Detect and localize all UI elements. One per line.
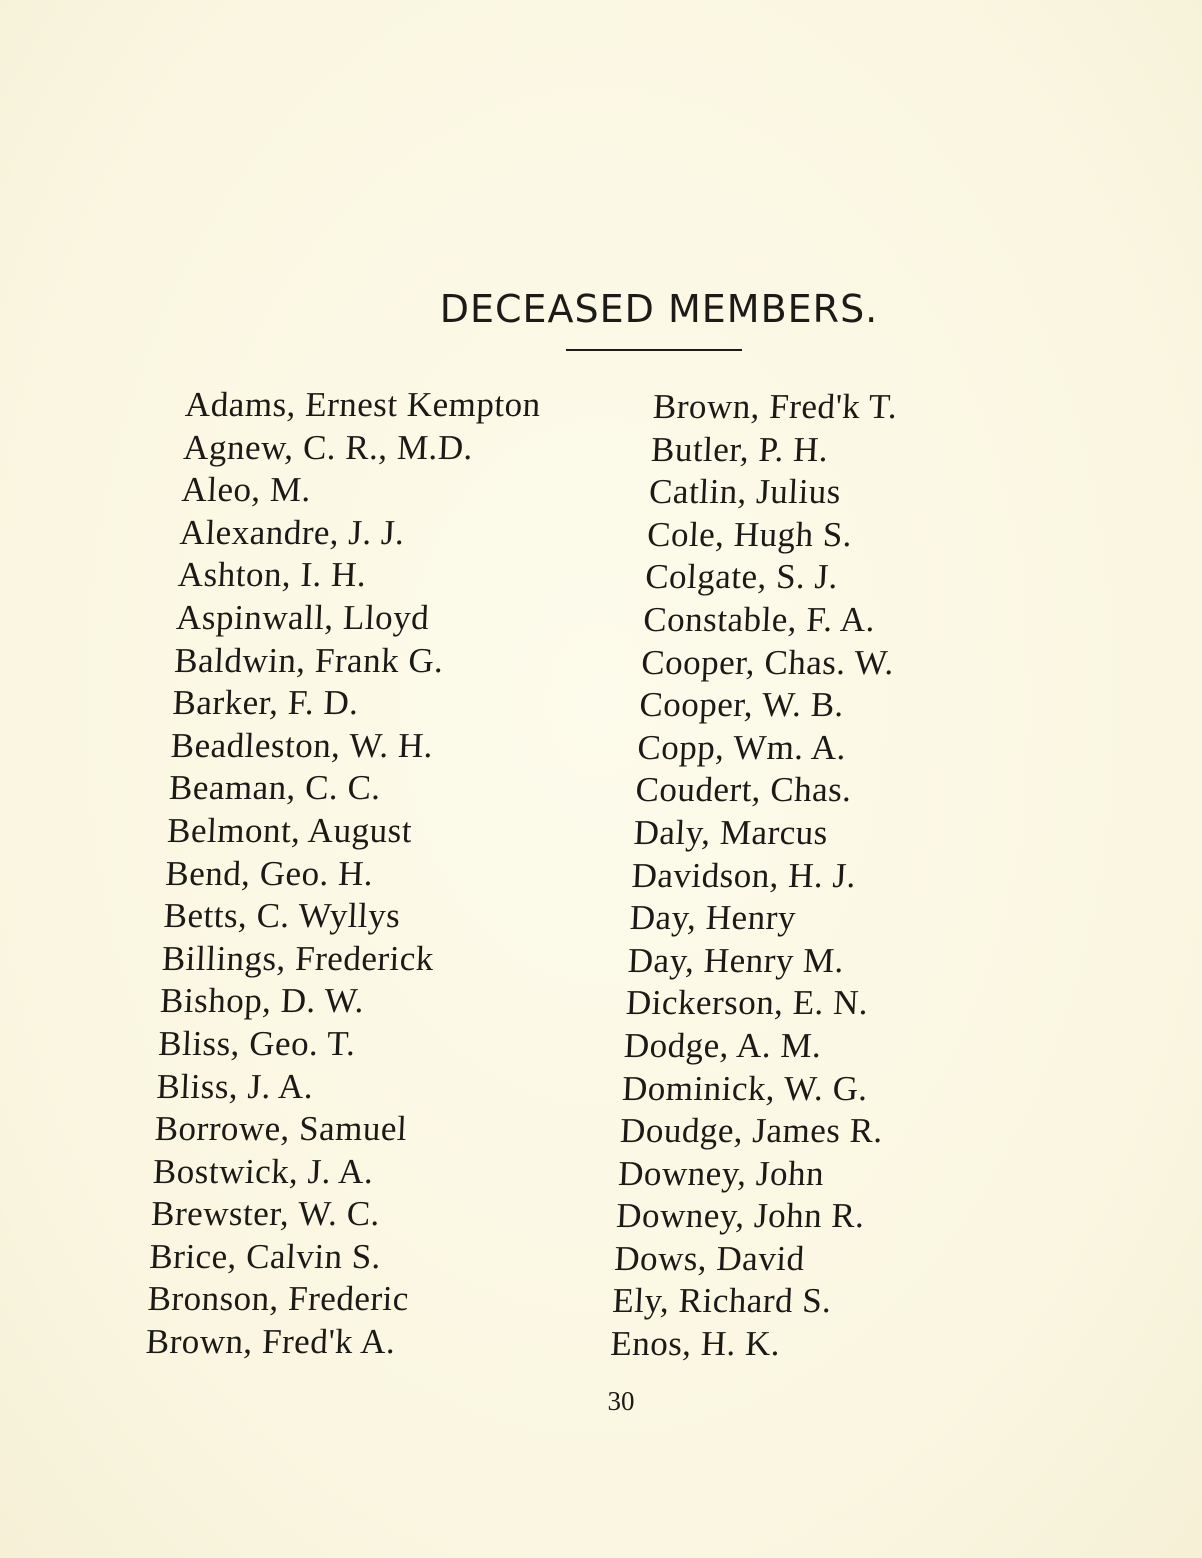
member-name: Bronson, Frederic: [146, 1279, 410, 1319]
member-name: Adams, Ernest Kempton: [184, 385, 542, 424]
member-name: Coudert, Chas.: [634, 770, 853, 810]
member-name: Bliss, J. A.: [155, 1066, 315, 1106]
member-name: Bliss, Geo. T.: [157, 1023, 357, 1063]
member-name: Dickerson, E. N.: [625, 983, 870, 1023]
member-name: Downey, John: [617, 1153, 826, 1193]
member-name: Aleo, M.: [180, 470, 312, 510]
page-number: 30: [607, 1386, 635, 1416]
member-name: Beadleston, W. H.: [170, 725, 434, 765]
member-name: Doudge, James R.: [619, 1111, 884, 1151]
member-name: Cooper, Chas. W.: [640, 642, 895, 682]
member-list-left: [145, 384, 542, 1364]
title-rule: [566, 349, 742, 351]
member-name: Enos, H. K.: [609, 1324, 782, 1364]
member-name: Barker, F. D.: [171, 683, 360, 723]
member-name: Dodge, A. M.: [623, 1025, 823, 1065]
member-name: Billings, Frederick: [161, 938, 435, 978]
member-name: Alexandre, J. J.: [178, 512, 406, 552]
member-name: Brice, Calvin S.: [148, 1236, 382, 1276]
member-name: Dominick, W. G.: [621, 1068, 869, 1108]
member-name: Ashton, I. H.: [177, 555, 368, 595]
member-name: Agnew, C. R., M.D.: [182, 427, 474, 467]
member-name: Constable, F. A.: [642, 599, 877, 639]
member-name: Baldwin, Frank G.: [173, 640, 445, 680]
member-name: Bishop, D. W.: [159, 981, 365, 1021]
member-name: Day, Henry M.: [627, 940, 845, 980]
member-name: Butler, P. H.: [650, 429, 830, 469]
member-name: Catlin, Julius: [648, 472, 842, 512]
member-list-right: [610, 386, 917, 1366]
member-name: Bostwick, J. A.: [152, 1151, 375, 1191]
member-name: Daly, Marcus: [632, 812, 829, 852]
member-name: Brewster, W. C.: [150, 1194, 381, 1234]
member-name: Belmont, August: [166, 810, 413, 850]
member-name: Ely, Richard S.: [611, 1281, 833, 1321]
member-name: Bend, Geo. H.: [164, 853, 375, 893]
member-name: Brown, Fred'k T.: [652, 387, 899, 426]
member-name: Brown, Fred'k A.: [145, 1322, 397, 1362]
member-name: Borrowe, Samuel: [153, 1109, 409, 1149]
member-name: Cooper, W. B.: [638, 685, 845, 725]
member-name: Cole, Hugh S.: [646, 514, 854, 554]
member-name: Beaman, C. C.: [168, 768, 382, 808]
page-title: DECEASED MEMBERS.: [439, 287, 879, 332]
member-name: Davidson, H. J.: [630, 855, 857, 895]
member-name: Downey, John R.: [615, 1196, 866, 1236]
member-name: Copp, Wm. A.: [636, 727, 848, 767]
member-name: Aspinwall, Lloyd: [175, 597, 431, 637]
member-name: Day, Henry: [628, 898, 797, 938]
member-name: Betts, C. Wyllys: [162, 896, 402, 936]
member-name: Colgate, S. J.: [644, 557, 839, 597]
member-name: Dows, David: [613, 1238, 806, 1278]
